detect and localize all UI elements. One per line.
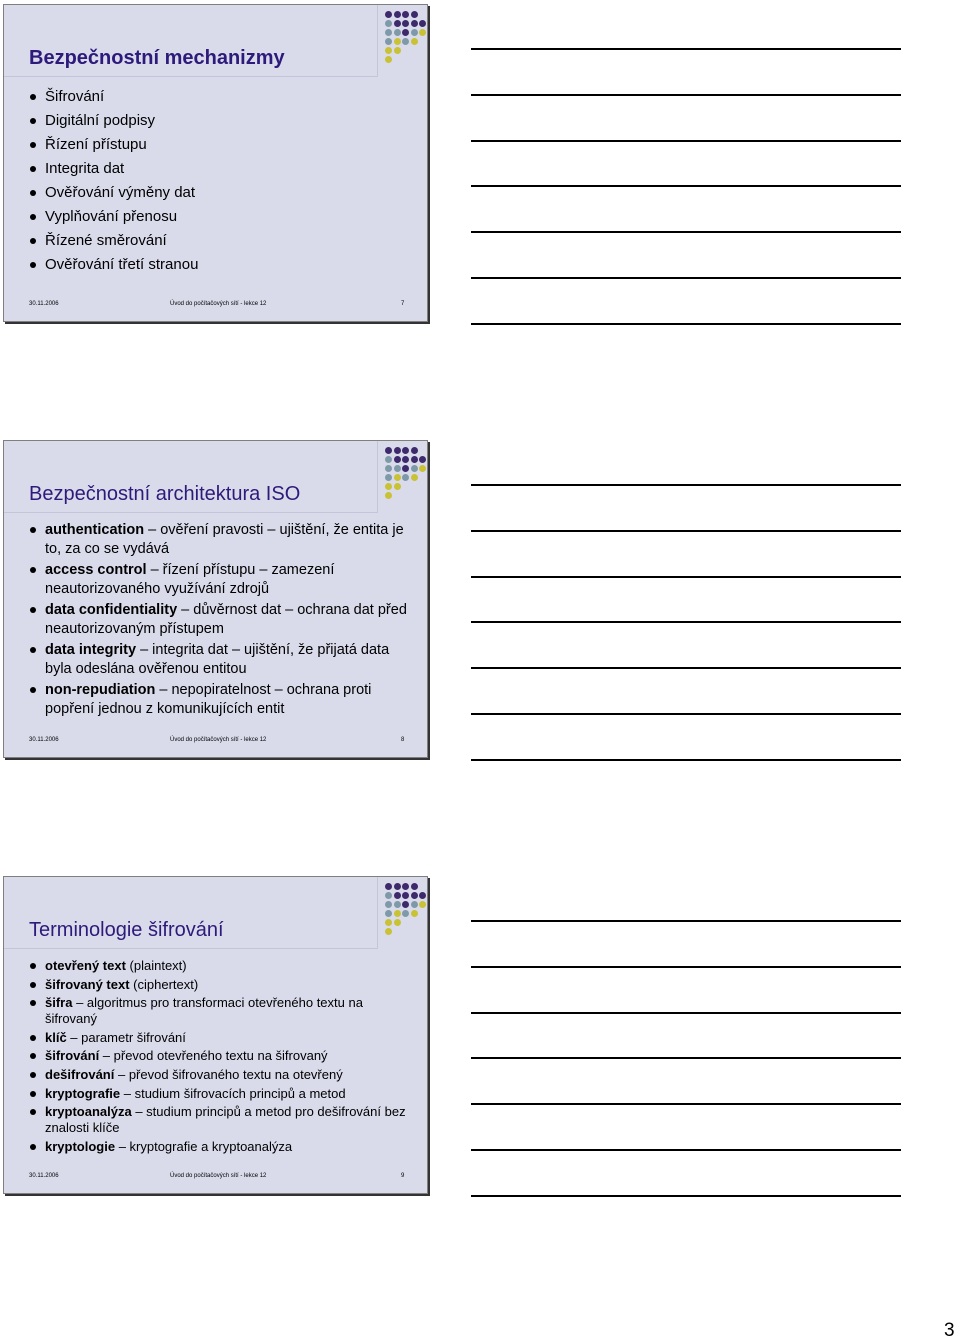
- slide-title: Bezpečnostní mechanizmy: [29, 47, 285, 69]
- list-item: [26, 521, 407, 558]
- decorative-dot: [394, 20, 401, 27]
- slide-7: [3, 4, 428, 322]
- note-line: [471, 966, 901, 968]
- list-item: [26, 1139, 407, 1155]
- note-line: [471, 530, 901, 532]
- decorative-dot: [411, 456, 418, 463]
- item-text: – důvěrnost dat – ochrana dat před neautorizovaným přístupem: [45, 602, 407, 637]
- note-line: [471, 48, 901, 50]
- decorative-dot: [385, 20, 392, 27]
- list-item: [26, 1086, 407, 1102]
- decorative-dot: [419, 29, 426, 36]
- list-item: [26, 109, 407, 133]
- list-item: [26, 1048, 407, 1064]
- decorative-dot: [385, 901, 392, 908]
- item-text: – kryptografie a kryptoanalýza: [115, 1138, 293, 1154]
- decorative-dot: [385, 29, 392, 36]
- slide-title: Bezpečnostní architektura ISO: [29, 483, 301, 505]
- decorative-dot-grid-icon: [385, 11, 427, 67]
- item-term: klíč: [45, 1029, 67, 1045]
- list-item: [26, 229, 407, 253]
- slide-title-box: [4, 877, 378, 949]
- decorative-dot: [394, 11, 401, 18]
- decorative-dot: [385, 38, 392, 45]
- decorative-dot: [385, 465, 392, 472]
- decorative-dot: [411, 901, 418, 908]
- item-text: – algoritmus pro transformaci otevřeného textu na šifrovaný: [45, 995, 363, 1027]
- item-text: – řízení přístupu – zamezení neautorizovaného využívání zdrojů: [45, 562, 335, 597]
- note-line: [471, 759, 901, 761]
- decorative-dot: [419, 892, 426, 899]
- decorative-dot: [419, 456, 426, 463]
- item-term: kryptografie: [45, 1085, 121, 1101]
- decorative-dot: [385, 11, 392, 18]
- item-text: – převod otevřeného textu na šifrovaný: [99, 1048, 328, 1064]
- note-line: [471, 1057, 901, 1059]
- note-line: [471, 920, 901, 922]
- list-item: [26, 1104, 407, 1136]
- note-line: [471, 1012, 901, 1014]
- footer-title: Úvod do počítačových sítí - lekce 12: [170, 737, 267, 743]
- note-line: [471, 1149, 901, 1151]
- list-item: [26, 995, 407, 1027]
- list-item: [26, 561, 407, 598]
- list-item: [26, 958, 407, 974]
- decorative-dot: [394, 29, 401, 36]
- decorative-dot: [385, 456, 392, 463]
- decorative-dot: [411, 883, 418, 890]
- note-line: [471, 713, 901, 715]
- slide-number: 9: [401, 1173, 405, 1179]
- item-term: otevřený text: [45, 958, 126, 973]
- decorative-dot: [402, 901, 409, 908]
- item-term: non-repudiation: [45, 682, 156, 698]
- decorative-dot: [419, 901, 426, 908]
- slide-number: 7: [401, 301, 405, 307]
- item-text: – integrita dat – ujištění, že přijatá data byla odeslána ověřenou entitou: [45, 642, 390, 677]
- decorative-dot-grid-icon: [385, 883, 427, 939]
- decorative-dot: [402, 456, 409, 463]
- decorative-dot: [394, 910, 401, 917]
- slide-8: [3, 440, 428, 758]
- item-text: – studium principů a metod pro dešifrování bez znalosti klíče: [45, 1104, 406, 1136]
- note-line: [471, 667, 901, 669]
- decorative-dot: [385, 474, 392, 481]
- decorative-dot: [385, 892, 392, 899]
- decorative-dot: [394, 892, 401, 899]
- footer-date: 30.11.2006: [29, 737, 59, 743]
- decorative-dot: [385, 492, 392, 499]
- list-item: [26, 157, 407, 181]
- decorative-dot: [419, 20, 426, 27]
- list-item: [26, 601, 407, 638]
- decorative-dot: [402, 29, 409, 36]
- decorative-dot: [385, 928, 392, 935]
- footer-date: 30.11.2006: [29, 1173, 59, 1179]
- decorative-dot: [394, 456, 401, 463]
- decorative-dot: [385, 910, 392, 917]
- item-text: – parametr šifrování: [66, 1029, 186, 1045]
- item-text: (ciphertext): [129, 976, 199, 992]
- note-line: [471, 576, 901, 578]
- decorative-dot: [402, 892, 409, 899]
- decorative-dot: [402, 910, 409, 917]
- bullet-list: [26, 521, 407, 721]
- list-item: [26, 85, 407, 109]
- decorative-dot: [411, 29, 418, 36]
- decorative-dot: [394, 465, 401, 472]
- item-term: data confidentiality: [45, 602, 178, 618]
- decorative-dot: [419, 465, 426, 472]
- slide-title-box: [4, 441, 378, 513]
- decorative-dot: [394, 901, 401, 908]
- decorative-dot: [385, 919, 392, 926]
- decorative-dot: [385, 883, 392, 890]
- item-term: kryptoanalýza: [45, 1104, 132, 1120]
- item-term: authentication: [45, 522, 145, 538]
- item-text: Integrita dat: [45, 160, 125, 177]
- note-line: [471, 1103, 901, 1105]
- item-text: Šifrování: [45, 88, 105, 105]
- note-line: [471, 277, 901, 279]
- decorative-dot: [402, 883, 409, 890]
- list-item: [26, 1030, 407, 1046]
- list-item: [26, 181, 407, 205]
- list-item: [26, 253, 407, 277]
- page-number: 3: [944, 1320, 955, 1341]
- decorative-dot: [411, 20, 418, 27]
- item-text: – nepopiratelnost – ochrana proti popření jednou z komunikujících entit: [45, 682, 372, 717]
- decorative-dot: [394, 483, 401, 490]
- decorative-dot: [385, 447, 392, 454]
- decorative-dot: [394, 447, 401, 454]
- item-text: – ověření pravosti – ujištění, že entita je to, za co se vydává: [45, 522, 404, 557]
- note-line: [471, 185, 901, 187]
- decorative-dot: [394, 919, 401, 926]
- decorative-dot: [385, 47, 392, 54]
- item-text: Digitální podpisy: [45, 112, 156, 129]
- decorative-dot: [411, 910, 418, 917]
- decorative-dot: [385, 483, 392, 490]
- decorative-dot: [402, 465, 409, 472]
- item-text: Vyplňování přenosu: [45, 208, 178, 225]
- decorative-dot: [394, 474, 401, 481]
- decorative-dot: [394, 47, 401, 54]
- decorative-dot: [402, 447, 409, 454]
- note-line: [471, 484, 901, 486]
- item-text: – studium šifrovacích principů a metod: [120, 1085, 346, 1101]
- item-text: – převod šifrovaného textu na otevřený: [114, 1066, 343, 1082]
- note-line: [471, 231, 901, 233]
- slide-title: Terminologie šifrování: [29, 919, 224, 941]
- item-term: data integrity: [45, 642, 137, 658]
- item-text: (plaintext): [125, 958, 187, 973]
- decorative-dot: [402, 11, 409, 18]
- decorative-dot: [411, 474, 418, 481]
- decorative-dot: [411, 38, 418, 45]
- decorative-dot: [402, 474, 409, 481]
- list-item: [26, 205, 407, 229]
- slide-number: 8: [401, 737, 405, 743]
- list-item: [26, 1067, 407, 1083]
- footer-title: Úvod do počítačových sítí - lekce 12: [170, 301, 267, 307]
- decorative-dot-grid-icon: [385, 447, 427, 503]
- item-term: dešifrování: [45, 1066, 115, 1082]
- decorative-dot: [411, 892, 418, 899]
- item-term: šifrovaný text: [45, 976, 130, 992]
- item-term: šifra: [45, 995, 73, 1011]
- item-text: Řízené směrování: [45, 232, 167, 249]
- item-text: Ověřování třetí stranou: [45, 256, 199, 273]
- item-term: access control: [45, 562, 147, 578]
- footer-date: 30.11.2006: [29, 301, 59, 307]
- note-line: [471, 94, 901, 96]
- decorative-dot: [385, 56, 392, 63]
- note-line: [471, 140, 901, 142]
- item-text: Ověřování výměny dat: [45, 184, 196, 201]
- item-text: Řízení přístupu: [45, 136, 147, 153]
- slide-9: [3, 876, 428, 1194]
- list-item: [26, 977, 407, 993]
- list-item: [26, 133, 407, 157]
- decorative-dot: [402, 38, 409, 45]
- note-line: [471, 1195, 901, 1197]
- bullet-list: [26, 958, 407, 1157]
- decorative-dot: [394, 883, 401, 890]
- decorative-dot: [411, 447, 418, 454]
- decorative-dot: [411, 11, 418, 18]
- item-term: šifrování: [45, 1048, 100, 1064]
- item-term: kryptologie: [45, 1138, 116, 1154]
- list-item: [26, 681, 407, 718]
- note-line: [471, 323, 901, 325]
- bullet-list: [26, 85, 407, 277]
- list-item: [26, 641, 407, 678]
- footer-title: Úvod do počítačových sítí - lekce 12: [170, 1173, 267, 1179]
- note-line: [471, 621, 901, 623]
- decorative-dot: [411, 465, 418, 472]
- decorative-dot: [402, 20, 409, 27]
- slide-title-box: [4, 5, 378, 77]
- decorative-dot: [394, 38, 401, 45]
